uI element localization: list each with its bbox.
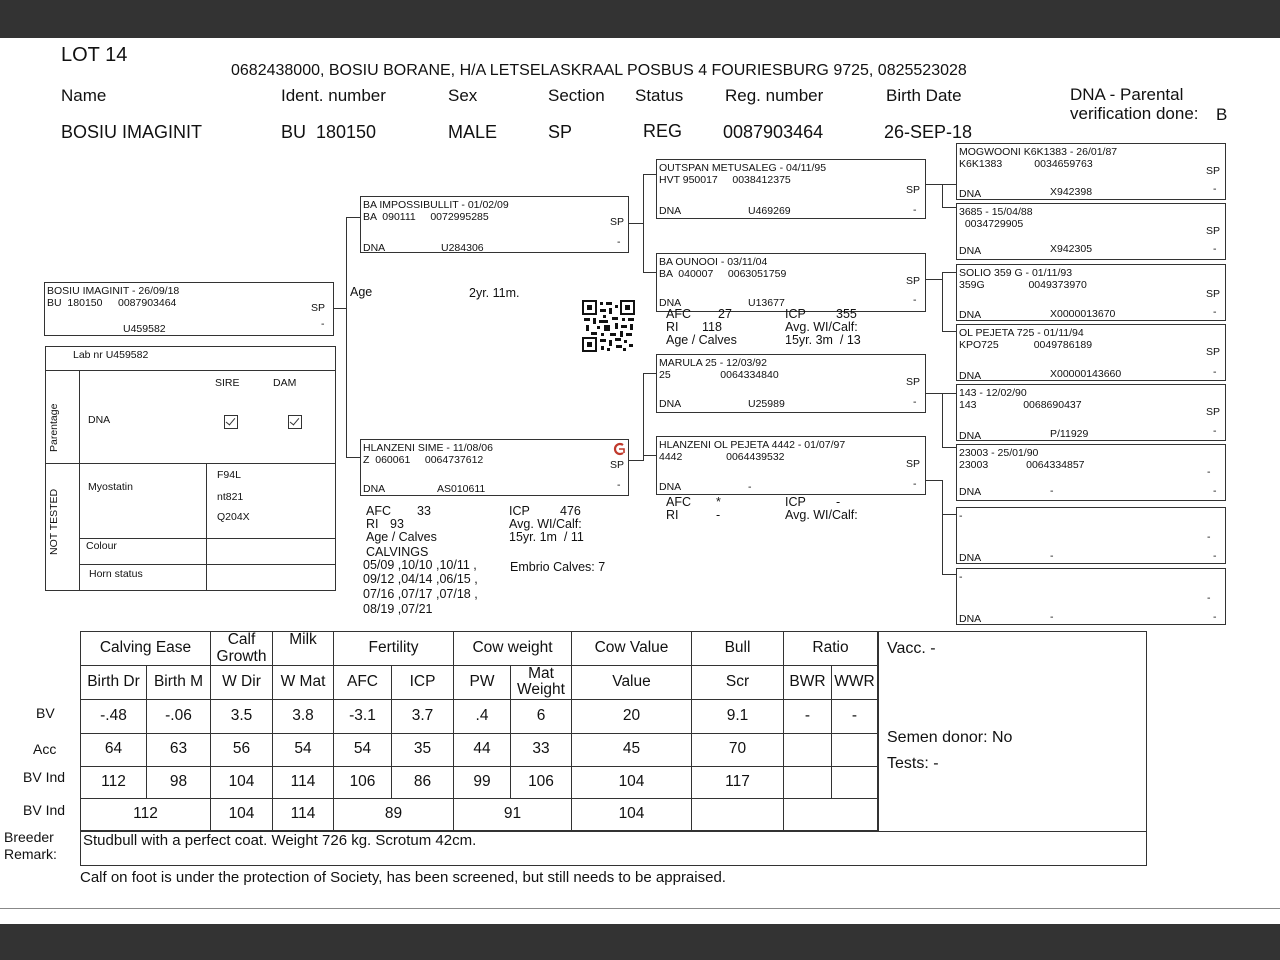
col-afc: AFC [334, 666, 392, 700]
col-wwr: WWR [832, 666, 878, 700]
gp-4-title: HLANZENI OL PEJETA 4442 - 01/07/97 [659, 439, 846, 451]
dam-calvings-3: 07/16 ,07/17 ,07/18 , [363, 587, 478, 601]
col-scr: Scr [692, 666, 784, 700]
gp-card-4 [656, 436, 926, 495]
gp-3-dna: U25989 [748, 398, 785, 410]
ggp-5-section: SP [1206, 406, 1221, 418]
tests: Tests: - [887, 755, 939, 772]
gp-1-dna-label: DNA [659, 205, 682, 217]
dam-icp-label: ICP [509, 504, 530, 518]
sire-section: SP [610, 216, 625, 228]
dam-calvings-label: CALVINGS [366, 545, 429, 559]
gp-3-extra: - [913, 396, 917, 408]
gp-card-2 [656, 253, 926, 312]
bv-ind-row [81, 766, 878, 798]
dam-calvings-4: 08/19 ,07/21 [363, 602, 433, 616]
bv-table [80, 631, 878, 831]
bv-ind-cell-12 [832, 766, 878, 798]
dam-icp: 476 [560, 504, 581, 518]
conn-ggp4 [942, 331, 956, 332]
dam-card [360, 439, 629, 496]
bv-cell-1: -.48 [81, 699, 147, 733]
grp-calf-growth: Calf Growth [211, 632, 273, 666]
ggp-6-section: - [1207, 466, 1211, 478]
acc-cell-11 [784, 733, 832, 766]
self-title: BOSIU IMAGINIT - 26/09/18 [47, 285, 180, 297]
bv-ind-cell-9: 104 [572, 766, 692, 798]
gene-2: nt821 [217, 491, 244, 503]
ggp-2-dna: X942305 [1050, 243, 1093, 255]
bv-ind-cell-8: 106 [511, 766, 572, 798]
vacc-box [878, 631, 1147, 832]
ggp-1-ident: K6K1383 0034659763 [959, 158, 1093, 170]
dam-agecalves-label: Age / Calves [366, 530, 437, 544]
bv-cell-9: 20 [572, 699, 692, 733]
ggp-3-extra: - [1213, 306, 1217, 318]
dam-agecalves: 15yr. 1m / 11 [509, 530, 584, 544]
gp-1-dna: U469269 [748, 205, 791, 217]
sire-card [360, 196, 629, 253]
conn-ggp1 [942, 184, 956, 185]
sire-col-label: SIRE [215, 377, 240, 389]
acc-cell-5: 54 [334, 733, 392, 766]
ggp-card-2 [956, 203, 1226, 260]
conn-self [346, 217, 347, 457]
ggp-card-1 [956, 143, 1226, 200]
age-value: 2yr. 11m. [469, 286, 520, 300]
ggp-7-extra: - [1213, 550, 1217, 562]
ggp-2-dna-label: DNA [959, 245, 982, 257]
gp-2-ident: BA 040007 0063051759 [659, 268, 787, 280]
lab-div-3 [79, 538, 335, 539]
gp-2-title: BA OUNOOI - 03/11/04 [659, 256, 768, 268]
gp-1-section: SP [906, 184, 921, 196]
bv-cell-7: .4 [454, 699, 511, 733]
dam-afc: 33 [417, 504, 431, 518]
ggp-6-extra: - [1213, 485, 1217, 497]
dam-embrio: Embrio Calves: 7 [510, 560, 606, 574]
ggp-8-dna-label: DNA [959, 613, 982, 625]
gp4-ri-label: RI [666, 508, 679, 522]
lab-div-4 [79, 564, 335, 565]
dam-dna-label: DNA [363, 483, 386, 495]
gene-3: Q204X [217, 511, 250, 523]
acc-cell-4: 54 [273, 733, 334, 766]
conn-ggp3 [942, 272, 956, 273]
ggp-5-dna: P/11929 [1050, 428, 1089, 440]
gp4-avg-label: Avg. WI/Calf: [785, 508, 858, 522]
bottom-rule [0, 908, 1280, 909]
bv-ind-cell-5: 106 [334, 766, 392, 798]
ggp-3-dna-label: DNA [959, 309, 982, 321]
qr-code [582, 300, 635, 352]
gp-3-ident: 25 0064334840 [659, 369, 779, 381]
ind2-bull [692, 798, 784, 830]
ggp-7-dna-label: DNA [959, 552, 982, 564]
ggp-8-section: - [1207, 592, 1211, 604]
gp-card-1 [656, 159, 926, 219]
conn-gp3-out [926, 393, 942, 394]
col-w-dir: W Dir [211, 666, 273, 700]
ggp-1-title: MOGWOONI K6K1383 - 26/01/87 [959, 146, 1118, 158]
ggp-4-title: OL PEJETA 725 - 01/11/94 [959, 327, 1084, 339]
hdr-ident: Ident. number [281, 86, 386, 105]
animal-sex: MALE [448, 122, 498, 142]
gp-1-ident: HVT 950017 0038412375 [659, 174, 791, 186]
conn-sire-out [629, 223, 643, 224]
grp-milk: Milk [273, 632, 334, 666]
ggp-6-title: 23003 - 25/01/90 [959, 447, 1039, 459]
gp2-avg-label: Avg. WI/Calf: [785, 320, 858, 334]
gp2-ri: 118 [702, 320, 722, 334]
lab-div-1 [46, 370, 335, 371]
col-value: Value [572, 666, 692, 700]
ind2-cow-weight: 91 [454, 798, 572, 830]
ggp-card-8 [956, 568, 1226, 625]
gp-2-extra: - [913, 294, 917, 306]
ggp-card-3 [956, 264, 1226, 321]
lab-value-div [206, 463, 207, 590]
remark-box [80, 831, 1147, 866]
self-reg: 0087903464 [118, 297, 177, 309]
conn-dam-out [629, 460, 643, 461]
gp2-agecalves: 15yr. 3m / 13 [785, 333, 861, 347]
acc-cell-12 [832, 733, 878, 766]
bv-cell-2: -.06 [147, 699, 211, 733]
bv-cell-3: 3.5 [211, 699, 273, 733]
ggp-card-7 [956, 507, 1226, 564]
gene-1: F94L [217, 469, 241, 481]
sire-dna-label: DNA [363, 242, 386, 254]
gp2-afc: 27 [718, 307, 732, 321]
ggp-2-title: 3685 - 15/04/88 [959, 206, 1033, 218]
animal-ident: BU 180150 [281, 122, 377, 142]
ind2-growth: 104 [211, 798, 273, 830]
dam-ri-label: RI [366, 517, 379, 531]
self-ident: BU 180150 [47, 297, 103, 309]
conn-gp1-out [926, 184, 942, 185]
not-tested-label: NOT TESTED [48, 488, 60, 555]
gp-card-3 [656, 354, 926, 413]
col-bwr: BWR [784, 666, 832, 700]
dna-verified-value: B [1216, 105, 1228, 124]
grp-cow-value: Cow Value [572, 632, 692, 666]
conn-gp4 [643, 455, 657, 456]
ggp-3-ident: 359G 0049373970 [959, 279, 1087, 291]
gp2-icp: 355 [836, 307, 857, 321]
gp4-afc-label: AFC [666, 495, 691, 509]
bv-ind-cell-1: 112 [81, 766, 147, 798]
hdr-reg: Reg. number [725, 86, 824, 105]
bv-ind-cell-7: 99 [454, 766, 511, 798]
gp4-icp-label: ICP [785, 495, 806, 509]
age-label: Age [350, 285, 373, 299]
hdr-sex: Sex [448, 86, 478, 105]
conn-gp3-v [942, 393, 943, 447]
row-label-bv-ind: BV Ind [23, 769, 66, 785]
acc-cell-6: 35 [392, 733, 454, 766]
gp-3-title: MARULA 25 - 12/03/92 [659, 357, 767, 369]
ind2-ratio [784, 798, 878, 830]
bv-ind-cell-2: 98 [147, 766, 211, 798]
colour-label: Colour [86, 540, 117, 552]
ggp-2-extra: - [1213, 243, 1217, 255]
ggp-3-title: SOLIO 359 G - 01/11/93 [959, 267, 1073, 279]
bv-cell-11: - [784, 699, 832, 733]
conn-ggp2 [942, 207, 956, 208]
self-section: SP [311, 302, 326, 314]
grp-cow-weight: Cow weight [454, 632, 572, 666]
footer-note: Calf on foot is under the protection of Society, has been screened, but still needs to be appraised. [80, 869, 726, 886]
ind2-calving: 112 [81, 798, 211, 830]
conn-gp4-v [942, 480, 943, 574]
lab-box [45, 346, 336, 591]
sire-extra: - [617, 236, 621, 248]
top-bar [0, 0, 1280, 38]
bv-cell-10: 9.1 [692, 699, 784, 733]
hdr-status: Status [635, 86, 684, 105]
grp-calving-ease: Calving Ease [81, 632, 211, 666]
hdr-birth: Birth Date [886, 86, 962, 105]
dam-calvings-2: 09/12 ,04/14 ,06/15 , [363, 572, 478, 586]
dam-calvings-1: 05/09 ,10/10 ,10/11 , [363, 558, 477, 572]
ggp-1-dna: X942398 [1050, 186, 1093, 198]
ggp-8-extra: - [1213, 611, 1217, 623]
bottom-bar [0, 924, 1280, 960]
ggp-5-dna-label: DNA [959, 430, 982, 442]
bv-row [81, 699, 878, 733]
gp-4-ident: 4442 0064439532 [659, 451, 785, 463]
remark-text: Studbull with a perfect coat. Weight 726 kg. Scrotum 42cm. [83, 832, 477, 849]
conn-sire-v [643, 174, 644, 272]
dam-dna: AS010611 [437, 483, 486, 495]
gp2-agecalves-label: Age / Calves [666, 333, 737, 347]
dna-row-label: DNA [88, 414, 111, 426]
conn-self-h [334, 308, 346, 309]
dam-logo-icon [612, 442, 626, 456]
dam-ident: Z 060061 0064737612 [363, 454, 484, 466]
animal-status: REG [643, 121, 683, 141]
hdr-dna-1: DNA - Parental [1070, 85, 1184, 104]
acc-cell-2: 63 [147, 733, 211, 766]
conn-gp4-out [926, 480, 942, 481]
self-dna: U459582 [123, 323, 166, 335]
acc-row [81, 733, 878, 766]
gp2-ri-label: RI [666, 320, 679, 334]
conn-dam-v [643, 373, 644, 461]
ggp-card-5 [956, 384, 1226, 441]
conn-gp2-v [942, 272, 943, 331]
grp-fertility: Fertility [334, 632, 454, 666]
horn-label: Horn status [89, 568, 143, 580]
dam-afc-label: AFC [366, 504, 391, 518]
ggp-card-6 [956, 444, 1226, 501]
ggp-7-dna: - [1050, 550, 1054, 562]
ind2-fertility: 89 [334, 798, 454, 830]
breeder-info: 0682438000, BOSIU BORANE, H/A LETSELASKRAAL POSBUS 4 FOURIESBURG 9725, 0825523028 [231, 62, 967, 79]
bv-cell-8: 6 [511, 699, 572, 733]
gp2-afc-label: AFC [666, 307, 691, 321]
gp-4-dna: - [748, 481, 752, 493]
ggp-6-dna: - [1050, 485, 1054, 497]
semen-donor: Semen donor: No [887, 729, 1013, 746]
acc-cell-9: 45 [572, 733, 692, 766]
hdr-dna-2: verification done: [1070, 104, 1199, 123]
breeder-label-1: Breeder [4, 829, 54, 845]
ggp-7-section: - [1207, 531, 1211, 543]
bv-cell-4: 3.8 [273, 699, 334, 733]
sire-dna-checkbox[interactable] [224, 415, 238, 429]
bv-ind-cell-10: 117 [692, 766, 784, 798]
lab-side-div [79, 370, 80, 590]
bv-ind-cell-11 [784, 766, 832, 798]
dam-section: SP [610, 459, 625, 471]
ggp-4-dna: X00000143660 [1050, 368, 1122, 380]
grp-bull: Bull [692, 632, 784, 666]
ggp-2-ident: 0034729905 [959, 218, 1024, 230]
ggp-3-dna: X0000013670 [1050, 308, 1116, 320]
conn-ggp7 [942, 514, 956, 515]
gp-2-dna-label: DNA [659, 297, 682, 309]
dam-col-label: DAM [273, 377, 297, 389]
ggp-5-ident: 143 0068690437 [959, 399, 1082, 411]
ind2-milk: 114 [273, 798, 334, 830]
ggp-4-ident: KPO725 0049786189 [959, 339, 1093, 351]
grp-ratio: Ratio [784, 632, 878, 666]
sire-dna: U284306 [441, 242, 484, 254]
gp-3-section: SP [906, 376, 921, 388]
conn-dam [346, 457, 360, 458]
ggp-7-title: - [959, 510, 963, 522]
col-w-mat: W Mat [273, 666, 334, 700]
row-label-bv: BV [36, 705, 55, 721]
gp-4-extra: - [913, 478, 917, 490]
gp4-afc: * [716, 495, 721, 509]
lab-number: Lab nr U459582 [73, 349, 149, 361]
gp2-icp-label: ICP [785, 307, 806, 321]
conn-ggp8 [942, 574, 956, 575]
acc-cell-1: 64 [81, 733, 147, 766]
ggp-3-section: SP [1206, 288, 1221, 300]
bv-ind-cell-3: 104 [211, 766, 273, 798]
conn-ggp5 [942, 393, 956, 394]
ggp-6-dna-label: DNA [959, 486, 982, 498]
parentage-label: Parentage [48, 403, 60, 452]
ggp-1-section: SP [1206, 165, 1221, 177]
hdr-name: Name [61, 86, 107, 105]
vacc-text: Vacc. - [887, 640, 936, 657]
lot-number: LOT 14 [61, 44, 128, 66]
bv-cell-6: 3.7 [392, 699, 454, 733]
acc-cell-3: 56 [211, 733, 273, 766]
dam-extra: - [617, 479, 621, 491]
bv-ind-cell-6: 86 [392, 766, 454, 798]
conn-sire [346, 217, 360, 218]
breeder-label-2: Remark: [4, 846, 57, 862]
conn-ggp6 [942, 447, 956, 448]
dam-dna-checkbox[interactable] [288, 415, 302, 429]
self-extra: - [321, 318, 325, 330]
col-pw: PW [454, 666, 511, 700]
ggp-8-title: - [959, 571, 963, 583]
bv-cell-12: - [832, 699, 878, 733]
col-icp: ICP [392, 666, 454, 700]
ggp-2-section: SP [1206, 225, 1221, 237]
conn-gp1 [643, 174, 657, 175]
gp-4-dna-label: DNA [659, 481, 682, 493]
bv-cell-5: -3.1 [334, 699, 392, 733]
myostatin-label: Myostatin [88, 481, 133, 493]
conn-gp2-out [926, 279, 942, 280]
col-birth-m: Birth M [147, 666, 211, 700]
sire-title: BA IMPOSSIBULLIT - 01/02/09 [363, 199, 509, 211]
gp-2-dna: U13677 [748, 297, 785, 309]
ggp-4-extra: - [1213, 366, 1217, 378]
hdr-section: Section [548, 86, 605, 105]
acc-cell-8: 33 [511, 733, 572, 766]
conn-gp2 [643, 272, 657, 273]
col-birth-dr: Birth Dr [81, 666, 147, 700]
gp-4-section: SP [906, 458, 921, 470]
ind2-cow-value: 104 [572, 798, 692, 830]
gp-1-extra: - [913, 204, 917, 216]
acc-cell-10: 70 [692, 733, 784, 766]
ggp-8-dna: - [1050, 611, 1054, 623]
bv-ind-cell-4: 114 [273, 766, 334, 798]
animal-reg: 0087903464 [723, 122, 824, 142]
ggp-card-4 [956, 324, 1226, 381]
animal-section: SP [548, 122, 573, 142]
animal-name: BOSIU IMAGINIT [61, 122, 203, 142]
ggp-5-title: 143 - 12/02/90 [959, 387, 1027, 399]
row-label-acc: Acc [33, 741, 57, 757]
conn-gp3 [643, 373, 657, 374]
ggp-5-extra: - [1213, 425, 1217, 437]
ggp-4-dna-label: DNA [959, 370, 982, 382]
gp-2-section: SP [906, 275, 921, 287]
dam-title: HLANZENI SIME - 11/08/06 [363, 442, 493, 454]
dam-avg-label: Avg. WI/Calf: [509, 517, 582, 531]
lab-div-2 [46, 463, 335, 464]
col-mat-weight: Mat Weight [511, 666, 572, 700]
dam-ri: 93 [390, 517, 404, 531]
animal-birth: 26-SEP-18 [884, 122, 973, 142]
gp4-icp: - [836, 495, 841, 509]
acc-cell-7: 44 [454, 733, 511, 766]
ggp-1-extra: - [1213, 183, 1217, 195]
ggp-4-section: SP [1206, 346, 1221, 358]
self-card [44, 282, 334, 336]
row-label-bv-ind-2: BV Ind [23, 802, 66, 818]
gp4-ri: - [716, 508, 721, 522]
sire-ident: BA 090111 0072995285 [363, 211, 489, 223]
conn-gp1-v [942, 184, 943, 207]
ggp-1-dna-label: DNA [959, 188, 982, 200]
gp-3-dna-label: DNA [659, 398, 682, 410]
ggp-6-ident: 23003 0064334857 [959, 459, 1085, 471]
gp-1-title: OUTSPAN METUSALEG - 04/11/95 [659, 162, 827, 174]
